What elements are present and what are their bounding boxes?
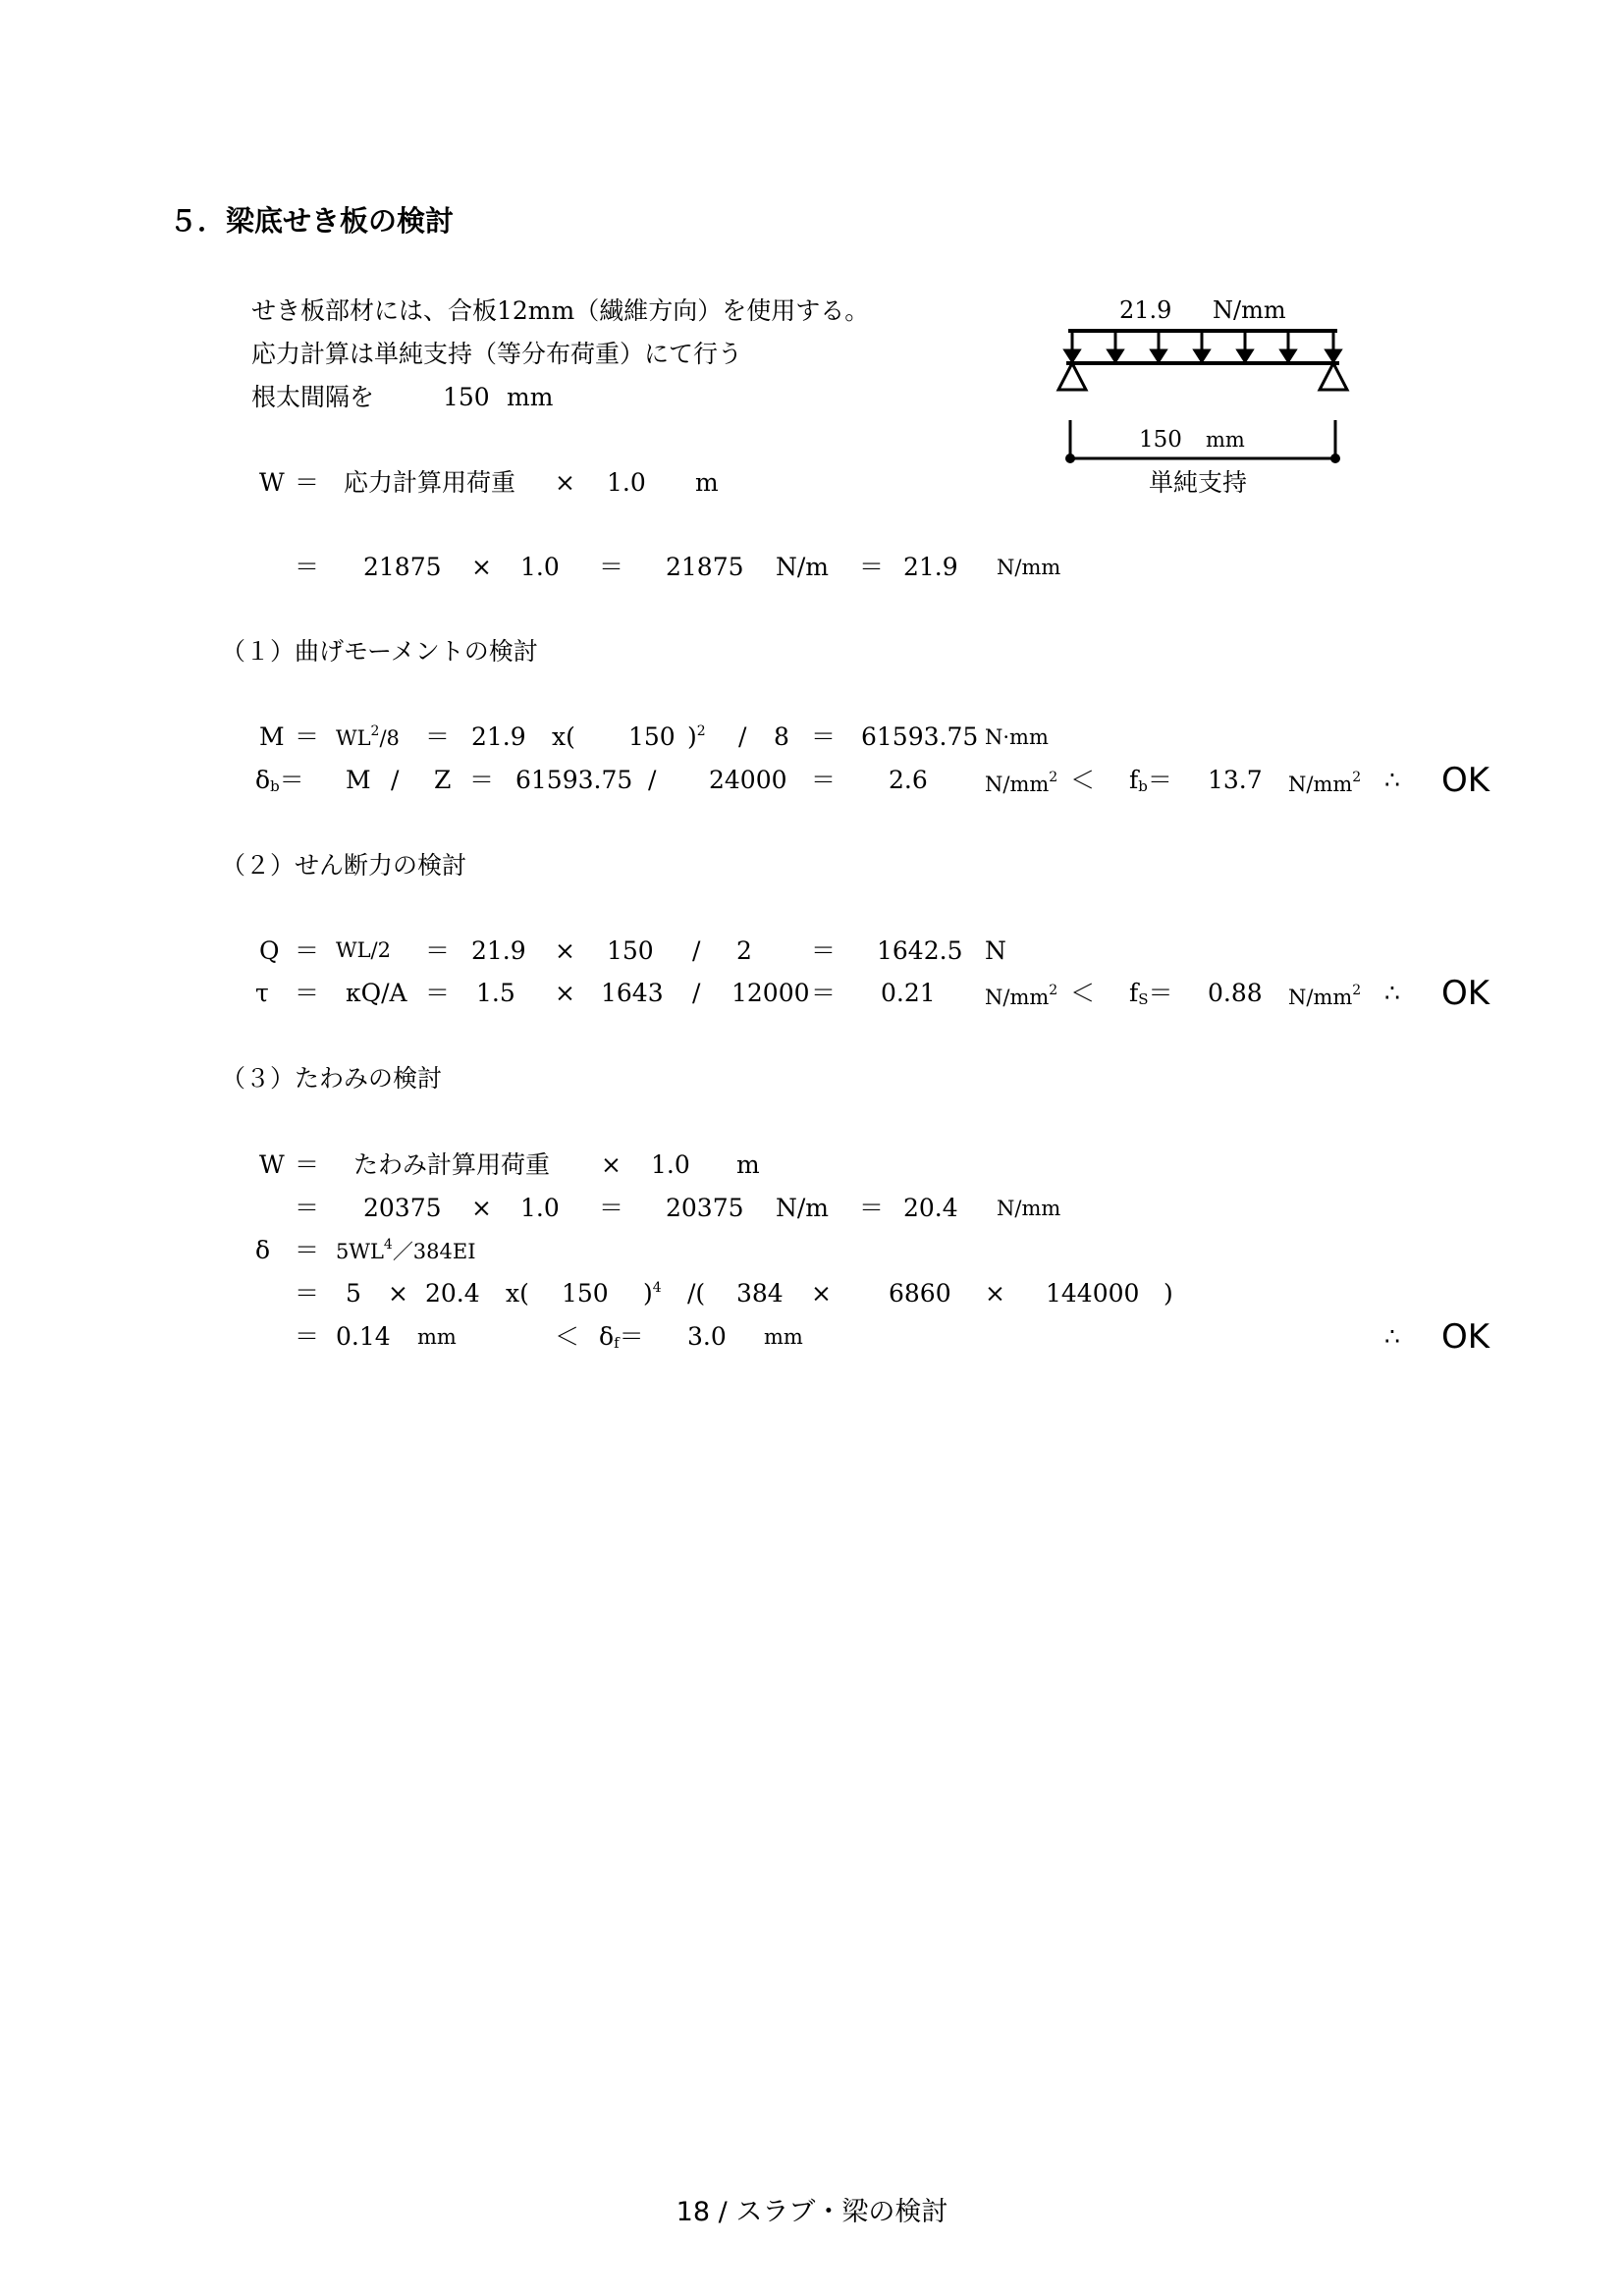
diagram-span-value: 150	[1139, 427, 1182, 453]
joist-spacing-unit: mm	[507, 383, 554, 411]
joist-spacing-label: 根太間隔を	[251, 383, 375, 411]
equals: ＝	[811, 722, 837, 751]
allowable-bending-stress: 13.7	[1208, 766, 1263, 794]
allow-unit-exp: 2	[1352, 983, 1362, 998]
moment-x: x(	[552, 722, 575, 751]
shear-value: 1642.5	[877, 936, 963, 965]
tau-symbol: τ	[255, 979, 269, 1007]
times: ×	[555, 936, 575, 965]
times: ×	[811, 1279, 832, 1308]
times: ×	[555, 468, 575, 497]
bending-stress: 2.6	[889, 766, 928, 794]
allow-symbol: f	[1129, 766, 1139, 794]
equals: ＝	[295, 1150, 320, 1179]
shear-ok: OK	[1441, 974, 1490, 1013]
deflection-formula-exp: 4	[383, 1237, 393, 1253]
moment-formula-exp: 2	[370, 723, 380, 739]
deflection-x: x(	[506, 1279, 529, 1308]
moment-of-inertia: 144000	[1046, 1279, 1140, 1308]
unit-nmm: N/mm	[997, 1197, 1061, 1220]
equals: ＝	[295, 1279, 320, 1308]
section-modulus: 24000	[709, 766, 787, 794]
section-title: ５．梁底せき板の検討	[169, 204, 455, 238]
w-symbol: W	[259, 1150, 285, 1179]
kappa-value: 1.5	[476, 979, 515, 1007]
stress-load-label: 応力計算用荷重	[344, 468, 516, 497]
moment-row-2	[0, 761, 1624, 807]
deflection-value: 0.14	[336, 1322, 391, 1351]
therefore-symbol: ∴	[1384, 766, 1400, 794]
deflection-unit: mm	[417, 1325, 457, 1349]
equals: ＝	[425, 722, 451, 751]
less-than: ＜	[1070, 766, 1096, 794]
unit-width: 1.0	[520, 1194, 560, 1222]
slash: /	[648, 766, 657, 794]
ratio-z: Z	[434, 766, 452, 794]
allow-sub: b	[1138, 777, 1148, 795]
times: ×	[471, 553, 492, 581]
moment-l-close: )	[687, 722, 697, 751]
equals: ＝	[1148, 979, 1173, 1007]
right-support-icon	[1320, 363, 1347, 390]
unit-width-unit: m	[736, 1150, 760, 1179]
shear-heading: （２）せん断力の検討	[221, 851, 467, 880]
footer-title: スラブ・梁の検討	[735, 2197, 948, 2227]
load-result-nm: 21875	[666, 553, 744, 581]
load-arrows	[1065, 331, 1340, 361]
equals: ＝	[425, 979, 451, 1007]
unit-width: 1.0	[520, 553, 560, 581]
deflection-close: )	[1164, 1279, 1173, 1308]
slash: /	[391, 766, 400, 794]
load-value: 20375	[363, 1194, 442, 1222]
deflection-load-label: たわみ計算用荷重	[353, 1150, 551, 1179]
m-symbol: M	[259, 722, 285, 751]
left-support-icon	[1058, 363, 1086, 390]
moment-value-2: 61593.75	[515, 766, 633, 794]
less-than: ＜	[1070, 979, 1096, 1007]
equals: ＝	[599, 1194, 624, 1222]
deflection-w: 20.4	[425, 1279, 480, 1308]
stress-unit: N/mm	[985, 986, 1050, 1009]
moment-formula-tail: /8	[379, 726, 400, 750]
load-calc-row-2	[0, 555, 1624, 584]
unit-width: 1.0	[651, 1150, 690, 1179]
unit-width-unit: m	[695, 468, 719, 497]
stress-unit-exp: 2	[1049, 770, 1058, 785]
shear-formula: WL/2	[336, 938, 391, 962]
shear-unit: N	[985, 936, 1006, 965]
times: ×	[985, 1279, 1005, 1308]
shear-row-2	[0, 974, 1624, 1020]
tau-formula: κQ/A	[346, 979, 407, 1007]
slash: /	[692, 936, 701, 965]
equals: ＝	[295, 936, 320, 965]
deflection-row-1	[0, 1152, 1624, 1182]
deflection-formula-b: ／384EI	[392, 1240, 476, 1263]
less-than: ＜	[555, 1322, 580, 1351]
ratio-m: M	[346, 766, 371, 794]
deflection-l: 150	[562, 1279, 609, 1308]
moment-value: 61593.75	[861, 722, 979, 751]
times: ×	[555, 979, 575, 1007]
unit-nm: N/m	[776, 1194, 830, 1222]
equals: ＝	[811, 936, 837, 965]
joist-spacing-value: 150	[443, 383, 490, 411]
deflection-row-3	[0, 1238, 1624, 1267]
moment-div: 8	[774, 722, 789, 751]
equals: ＝	[295, 1236, 320, 1264]
page-number: 18	[676, 2197, 711, 2227]
allowable-shear-stress: 0.88	[1208, 979, 1263, 1007]
equals: ＝	[295, 553, 320, 581]
times: ×	[471, 1194, 492, 1222]
deflection-heading: （３）たわみの検討	[221, 1064, 443, 1093]
equals: ＝	[469, 766, 495, 794]
therefore-symbol: ∴	[1384, 1322, 1400, 1351]
allow-symbol: δ	[599, 1322, 615, 1351]
diagram-load-value: 21.9	[1119, 296, 1172, 324]
shear-w: 21.9	[471, 936, 526, 965]
equals: ＝	[859, 1194, 885, 1222]
equals: ＝	[295, 1194, 320, 1222]
shear-div: 2	[736, 936, 752, 965]
span-dot-left	[1065, 454, 1075, 463]
intro-line-2: 応力計算は単純支持（等分布荷重）にて行う	[251, 340, 743, 368]
allowable-deflection: 3.0	[687, 1322, 727, 1351]
equals: ＝	[811, 979, 837, 1007]
allow-unit-exp: 2	[1352, 770, 1362, 785]
deflection-open: /(	[687, 1279, 706, 1308]
section-area: 12000	[731, 979, 810, 1007]
delta-symbol: δ	[255, 1236, 271, 1264]
allow-symbol: f	[1129, 979, 1139, 1007]
slash: /	[692, 979, 701, 1007]
equals: ＝	[811, 766, 837, 794]
unit-width: 1.0	[607, 468, 646, 497]
load-calc-row-1	[0, 470, 1624, 500]
load-result-nmm: 20.4	[903, 1194, 958, 1222]
deflection-row-4	[0, 1281, 1624, 1310]
deflection-row-2	[0, 1196, 1624, 1225]
shear-row-1	[0, 938, 1624, 968]
moment-w: 21.9	[471, 722, 526, 751]
span-dot-right	[1330, 454, 1340, 463]
page-separator: /	[718, 2197, 728, 2227]
deflection-l-close: )	[643, 1279, 653, 1308]
equals: ＝	[859, 553, 885, 581]
moment-l: 150	[628, 722, 676, 751]
equals: ＝	[295, 722, 320, 751]
load-result-nmm: 21.9	[903, 553, 958, 581]
deflection-ok: OK	[1441, 1317, 1490, 1357]
intro-line-3	[251, 383, 554, 411]
equals: ＝	[1147, 766, 1172, 794]
load-value: 21875	[363, 553, 442, 581]
load-result-nm: 20375	[666, 1194, 744, 1222]
moment-row-1	[0, 724, 1624, 754]
allow-unit: mm	[764, 1325, 803, 1349]
allow-sub: S	[1138, 990, 1149, 1008]
deflection-five: 5	[346, 1279, 361, 1308]
allow-unit: N/mm	[1288, 986, 1353, 1009]
deflection-l-exp: 4	[652, 1280, 662, 1296]
page-footer	[0, 2199, 1624, 2225]
diagram-span-unit: mm	[1206, 428, 1245, 452]
equals: ＝	[599, 553, 624, 581]
moment-l-exp: 2	[696, 723, 706, 739]
equals: ＝	[295, 468, 320, 497]
moment-ok: OK	[1441, 761, 1490, 800]
deflection-384: 384	[736, 1279, 784, 1308]
shear-l: 150	[607, 936, 654, 965]
moment-formula: WL	[336, 726, 371, 750]
diagram-caption: 単純支持	[1149, 468, 1248, 497]
times: ×	[601, 1150, 622, 1179]
sigma-sub: b	[270, 777, 280, 795]
times: ×	[388, 1279, 408, 1308]
diagram-load-unit: N/mm	[1213, 296, 1286, 324]
youngs-modulus: 6860	[889, 1279, 951, 1308]
sigma-symbol: δ	[255, 766, 271, 794]
deflection-formula-a: 5WL	[336, 1240, 384, 1263]
slash: /	[738, 722, 747, 751]
intro-line-1: せき板部材には、合板12mm（繊維方向）を使用する。	[251, 296, 870, 325]
moment-unit: N·mm	[985, 725, 1049, 749]
equals: ＝	[619, 1322, 644, 1351]
equals: ＝	[425, 936, 451, 965]
stress-unit-exp: 2	[1049, 983, 1058, 998]
shear-stress: 0.21	[881, 979, 936, 1007]
w-symbol: W	[259, 468, 285, 497]
shear-q-rounded: 1643	[601, 979, 664, 1007]
allow-sub: f	[614, 1334, 620, 1352]
equals: ＝	[279, 766, 304, 794]
deflection-row-5	[0, 1317, 1624, 1363]
q-symbol: Q	[259, 936, 280, 965]
moment-heading: （１）曲げモーメントの検討	[221, 637, 538, 666]
therefore-symbol: ∴	[1384, 979, 1400, 1007]
allow-unit: N/mm	[1288, 773, 1353, 796]
unit-nm: N/m	[776, 553, 830, 581]
equals: ＝	[295, 979, 320, 1007]
unit-nmm: N/mm	[997, 556, 1061, 579]
stress-unit: N/mm	[985, 773, 1050, 796]
equals: ＝	[295, 1322, 320, 1351]
